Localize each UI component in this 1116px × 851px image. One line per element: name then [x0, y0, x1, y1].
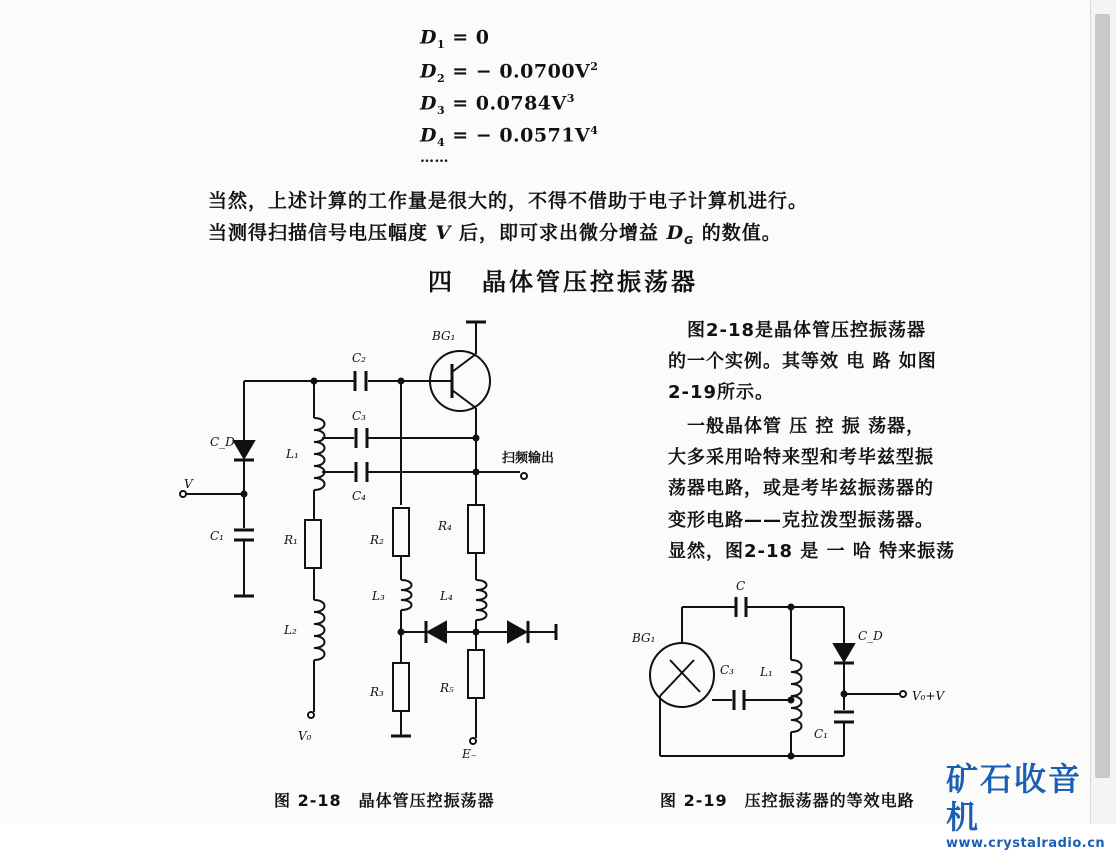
equation-d1: $D_1 = 0$ [420, 26, 490, 52]
fig19-label-cd: C_D [858, 629, 883, 643]
fig-2-19-circuit [650, 597, 906, 759]
fig19-label-bg1: BG₁ [632, 631, 656, 645]
fig19-label-c3: C₃ [720, 663, 734, 677]
side-text-line: 荡器电路，或是考毕兹振荡器的 [668, 478, 934, 499]
label-l2: L₂ [284, 623, 297, 637]
fig19-label-vin: V₀+V [912, 689, 945, 703]
paragraph-line-2: 当测得扫描信号电压幅度 V 后，即可求出微分增益 $D_G$ 的数值。 [208, 222, 782, 247]
side-text-line: 一般晶体管 压 控 振 荡器， [668, 416, 926, 437]
side-text-line: 的一个实例。其等效 电 路 如图 [668, 351, 937, 372]
scrollbar-thumb[interactable] [1095, 14, 1110, 778]
label-em: E₋ [462, 747, 478, 761]
side-text-line: 显然，图2-18 是 一 哈 特来振荡 [668, 541, 956, 562]
label-c1: C₁ [210, 529, 224, 543]
fig19-label-c: C [736, 579, 746, 593]
equation-d2: $D_2$ = − $0.0700V^2$ [420, 60, 599, 86]
watermark-url: www.crystalradio.cn [946, 836, 1106, 851]
side-text-line: 变形电路——克拉泼型振荡器。 [668, 510, 934, 531]
label-c2: C₂ [352, 351, 366, 365]
fig19-label-l1: L₁ [760, 665, 773, 679]
equation-ellipsis: …… [420, 150, 449, 166]
label-r4: R₄ [438, 519, 452, 533]
label-l3: L₃ [372, 589, 385, 603]
figure-2-19-caption: 图 2-19 压控振荡器的等效电路 [660, 791, 915, 810]
side-text-line: 2-19所示。 [668, 382, 775, 403]
label-r3: R₃ [370, 685, 384, 699]
label-r5: R₅ [440, 681, 454, 695]
paragraph-line-1: 当然，上述计算的工作量是很大的，不得不借助于电子计算机进行。 [208, 190, 809, 212]
fig19-label-c1: C₁ [814, 727, 828, 741]
figure-2-18-caption: 图 2-18 晶体管压控振荡器 [274, 791, 495, 810]
label-cd: C_D [210, 435, 235, 449]
label-bg1: BG₁ [432, 329, 456, 343]
label-v0: V₀ [298, 729, 312, 743]
label-v: V [184, 477, 193, 491]
side-text-line: 图2-18是晶体管压控振荡器 [668, 320, 927, 341]
watermark [946, 760, 1106, 851]
label-l1: L₁ [286, 447, 299, 461]
equation-d4: $D_4$ = − $0.0571V^4$ [420, 124, 599, 150]
label-c3: C₃ [352, 409, 366, 423]
equation-d3: $D_3 = 0.0784V^3$ [420, 92, 575, 118]
section-heading: 四 晶体管压控振荡器 [428, 268, 698, 296]
side-text-line: 大多采用哈特来型和考毕兹型振 [668, 447, 934, 468]
watermark-title: 矿石收音机 [946, 760, 1083, 836]
label-r1: R₁ [284, 533, 298, 547]
fig-2-18-circuit [180, 322, 556, 744]
label-c4: C₄ [352, 489, 366, 503]
label-r2: R₂ [370, 533, 384, 547]
label-sweep-output: 扫频输出 [502, 451, 555, 466]
label-l4: L₄ [440, 589, 453, 603]
